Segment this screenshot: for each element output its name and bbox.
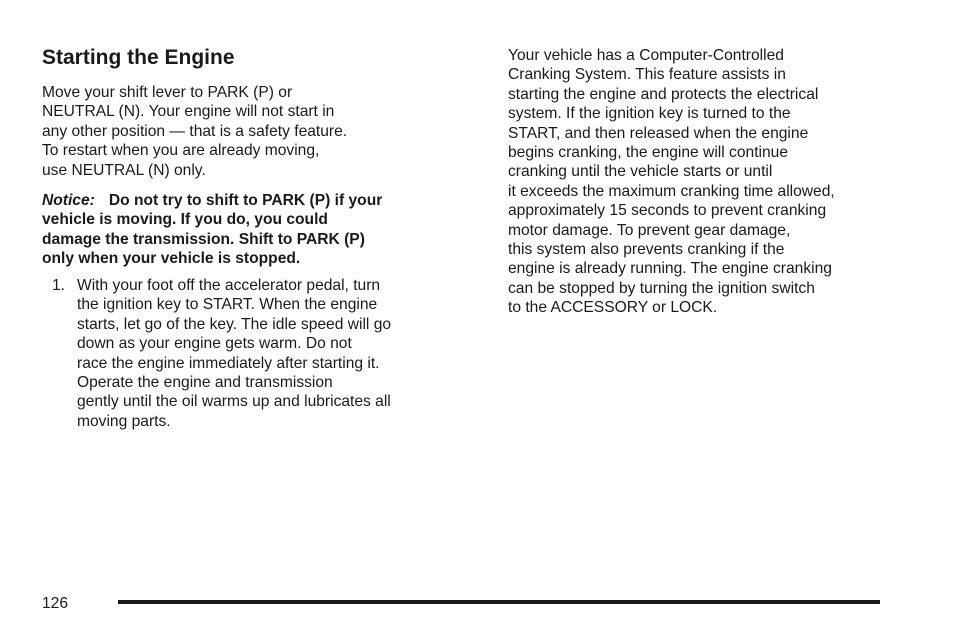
step-line: With your foot off the accelerator pedal, turn bbox=[77, 277, 381, 294]
step-line: the ignition key to START. When the engine bbox=[77, 296, 378, 314]
intro-line: To restart when you are already moving, bbox=[42, 142, 320, 160]
step-line: moving parts. bbox=[77, 412, 171, 430]
intro-line: Move your shift lever to PARK (P) or bbox=[42, 84, 293, 101]
step-line: starts, let go of the key. The idle speed will go bbox=[77, 315, 392, 333]
body-line: can be stopped by turning the ignition switch bbox=[508, 279, 815, 297]
step-line: race the engine immediately after starting it. bbox=[77, 354, 380, 372]
footer-rule bbox=[118, 600, 880, 604]
step-line: gently until the oil warms up and lubricates all bbox=[77, 393, 391, 411]
notice-line: vehicle is moving. If you do, you could bbox=[42, 211, 328, 229]
intro-line: any other position — that is a safety feature. bbox=[42, 122, 348, 140]
body-line: system. If the ignition key is turned to the bbox=[508, 105, 791, 123]
body-line: it exceeds the maximum cranking time allowed, bbox=[508, 182, 835, 200]
notice-line: damage the transmission. Shift to PARK (P) bbox=[42, 230, 365, 248]
body-line: begins cranking, the engine will continue bbox=[508, 144, 789, 162]
body-line: to the ACCESSORY or LOCK. bbox=[508, 299, 718, 317]
intro-line: use NEUTRAL (N) only. bbox=[42, 161, 206, 179]
page-number: 126 bbox=[42, 595, 69, 612]
step-line: down as your engine gets warm. Do not bbox=[77, 335, 352, 353]
notice-paragraph bbox=[42, 191, 382, 269]
intro-line: NEUTRAL (N). Your engine will not start in bbox=[42, 103, 335, 121]
body-line: starting the engine and protects the electrical bbox=[508, 85, 819, 103]
notice-line-first bbox=[42, 191, 382, 210]
body-line: engine is already running. The engine cranking bbox=[508, 260, 832, 278]
body-line: motor damage. To prevent gear damage, bbox=[508, 221, 791, 239]
intro-paragraph bbox=[42, 83, 347, 180]
step-text bbox=[77, 276, 391, 431]
cranking-system-paragraph bbox=[508, 46, 908, 318]
notice-line: only when your vehicle is stopped. bbox=[42, 250, 301, 268]
body-line: Your vehicle has a Computer-Controlled bbox=[508, 47, 784, 64]
body-line: cranking until the vehicle starts or until bbox=[508, 163, 773, 181]
step-number: 1. bbox=[52, 277, 66, 294]
section-heading: Starting the Engine bbox=[42, 46, 235, 69]
body-line: approximately 15 seconds to prevent cranking bbox=[508, 202, 827, 220]
body-line: this system also prevents cranking if the bbox=[508, 241, 785, 259]
notice-line-text: Do not try to shift to PARK (P) if your bbox=[108, 192, 383, 209]
notice-label: Notice: bbox=[42, 192, 95, 209]
right-column bbox=[508, 46, 908, 318]
body-line: Cranking System. This feature assists in bbox=[508, 66, 786, 84]
step-line: Operate the engine and transmission bbox=[77, 374, 333, 392]
body-line: START, and then released when the engine bbox=[508, 124, 809, 142]
